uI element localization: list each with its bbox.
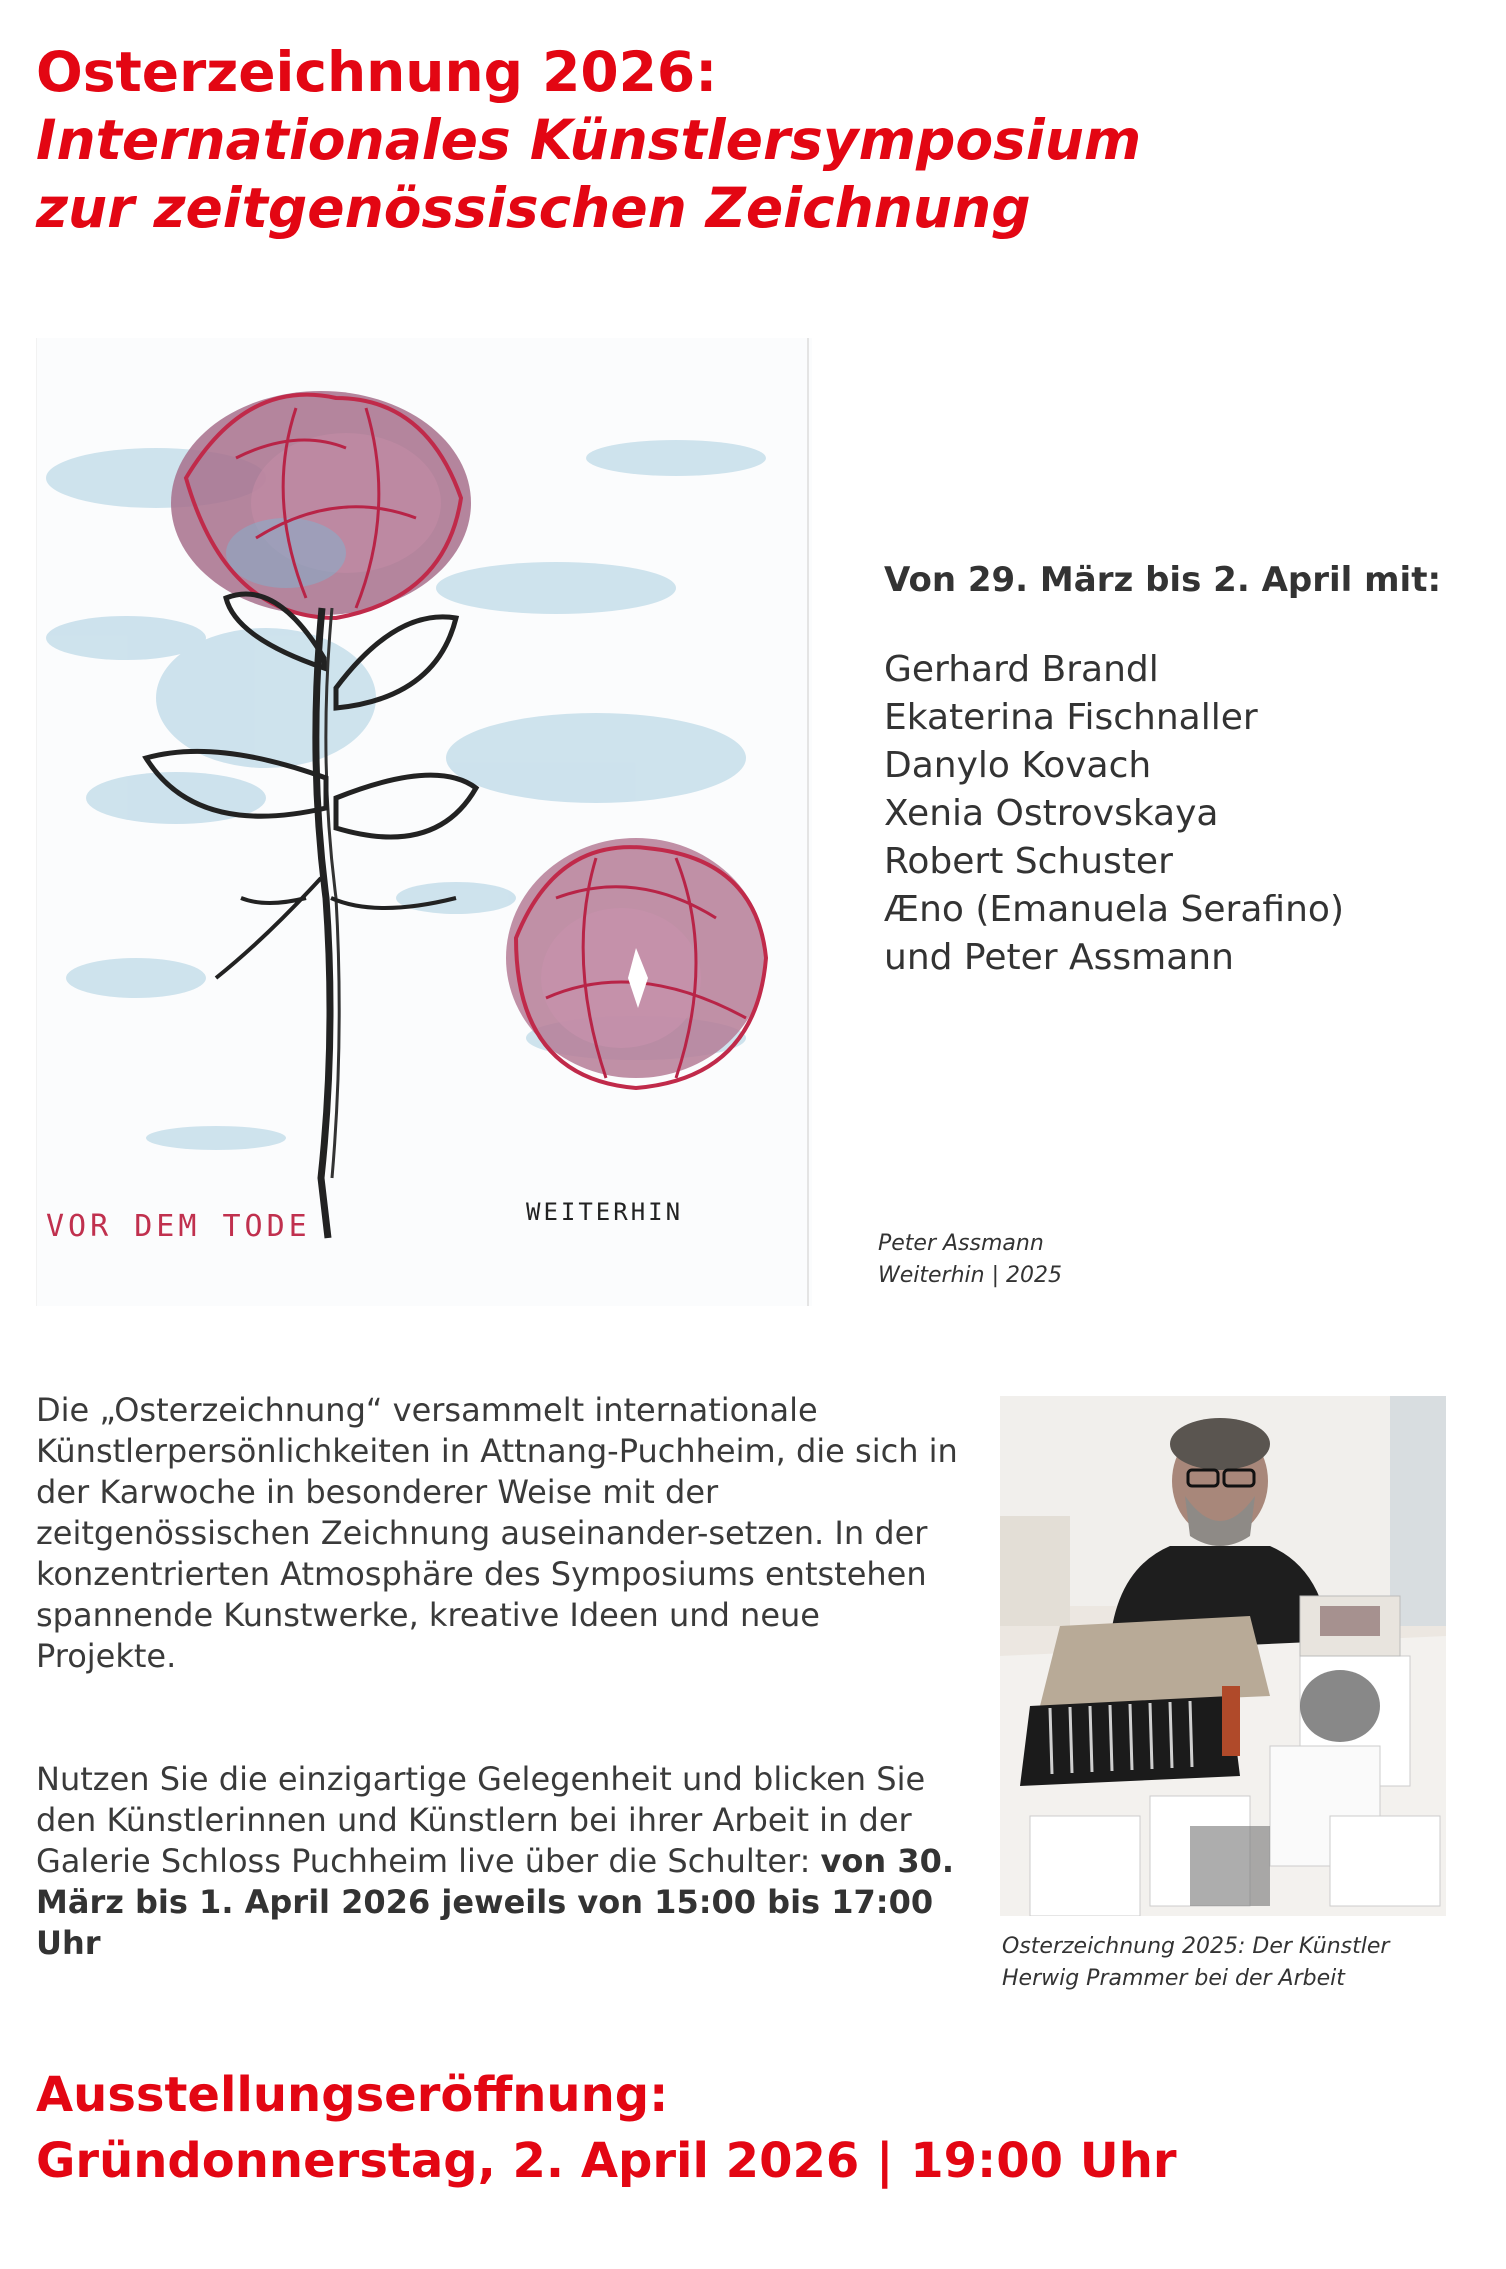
title-line-2: Internationales Künstlersymposium <box>36 108 1142 172</box>
participant-list <box>884 646 1344 982</box>
photo-caption-line-1: Osterzeichnung 2025: Der Künstler <box>1002 1934 1390 1959</box>
artwork-caption <box>878 1228 1062 1292</box>
artwork-image <box>36 338 812 1306</box>
page-title <box>36 38 1476 242</box>
artwork-text-left: VOR DEM TODE <box>46 1209 311 1244</box>
title-line-3: zur zeitgenössischen Zeichnung <box>36 176 1031 240</box>
intro-text: Die „Osterzeichnung“ versammelt internationale Künstlerpersönlichkeiten in Attnang-Puchheim, die sich in der Karwoche in besonderer Weise mit der zeitgenössischen Zeichnung auseinander-setzen. In der konzentrierten Atmosphäre des Symposiums entstehen spannende Kunstwerke, kreative Ideen und neue Projekte. <box>36 1391 958 1675</box>
participant-name: Robert Schuster <box>884 841 1173 882</box>
photo-caption-line-2: Herwig Prammer bei der Arbeit <box>1002 1966 1345 1991</box>
participant-name: Danylo Kovach <box>884 745 1152 786</box>
artwork-caption-artist: Peter Assmann <box>878 1231 1044 1256</box>
participant-name: Gerhard Brandl <box>884 649 1159 690</box>
participant-name: Ekaterina Fischnaller <box>884 697 1258 738</box>
title-line-1: Osterzeichnung 2026: <box>36 40 718 104</box>
artwork-caption-title: Weiterhin | 2025 <box>878 1263 1062 1288</box>
participant-name: Xenia Ostrovskaya <box>884 793 1219 834</box>
opening-announcement <box>36 2062 1177 2194</box>
participants-heading: Von 29. März bis 2. April mit: <box>884 560 1442 600</box>
artist-photo <box>1000 1396 1446 1916</box>
photo-caption <box>1002 1931 1389 1995</box>
intro-paragraph <box>36 1390 966 1677</box>
visit-paragraph <box>36 1759 966 1964</box>
artwork-text-right: WEITERHIN <box>526 1198 684 1226</box>
participant-name: Æno (Emanuela Serafino) <box>884 889 1344 930</box>
visit-text: Nutzen Sie die einzigartige Gelegenheit und blicken Sie den Künstlerinnen und Künstlern bei ihrer Arbeit in der Galerie Schloss Puchheim live über die Schulter: <box>36 1760 926 1880</box>
participant-name: und Peter Assmann <box>884 937 1234 978</box>
visit-times: von 30. März bis 1. April 2026 jeweils von 15:00 bis 17:00 Uhr <box>36 1842 954 1962</box>
opening-heading: Ausstellungseröffnung: <box>36 2067 669 2123</box>
opening-date: Gründonnerstag, 2. April 2026 | 19:00 Uhr <box>36 2133 1177 2189</box>
